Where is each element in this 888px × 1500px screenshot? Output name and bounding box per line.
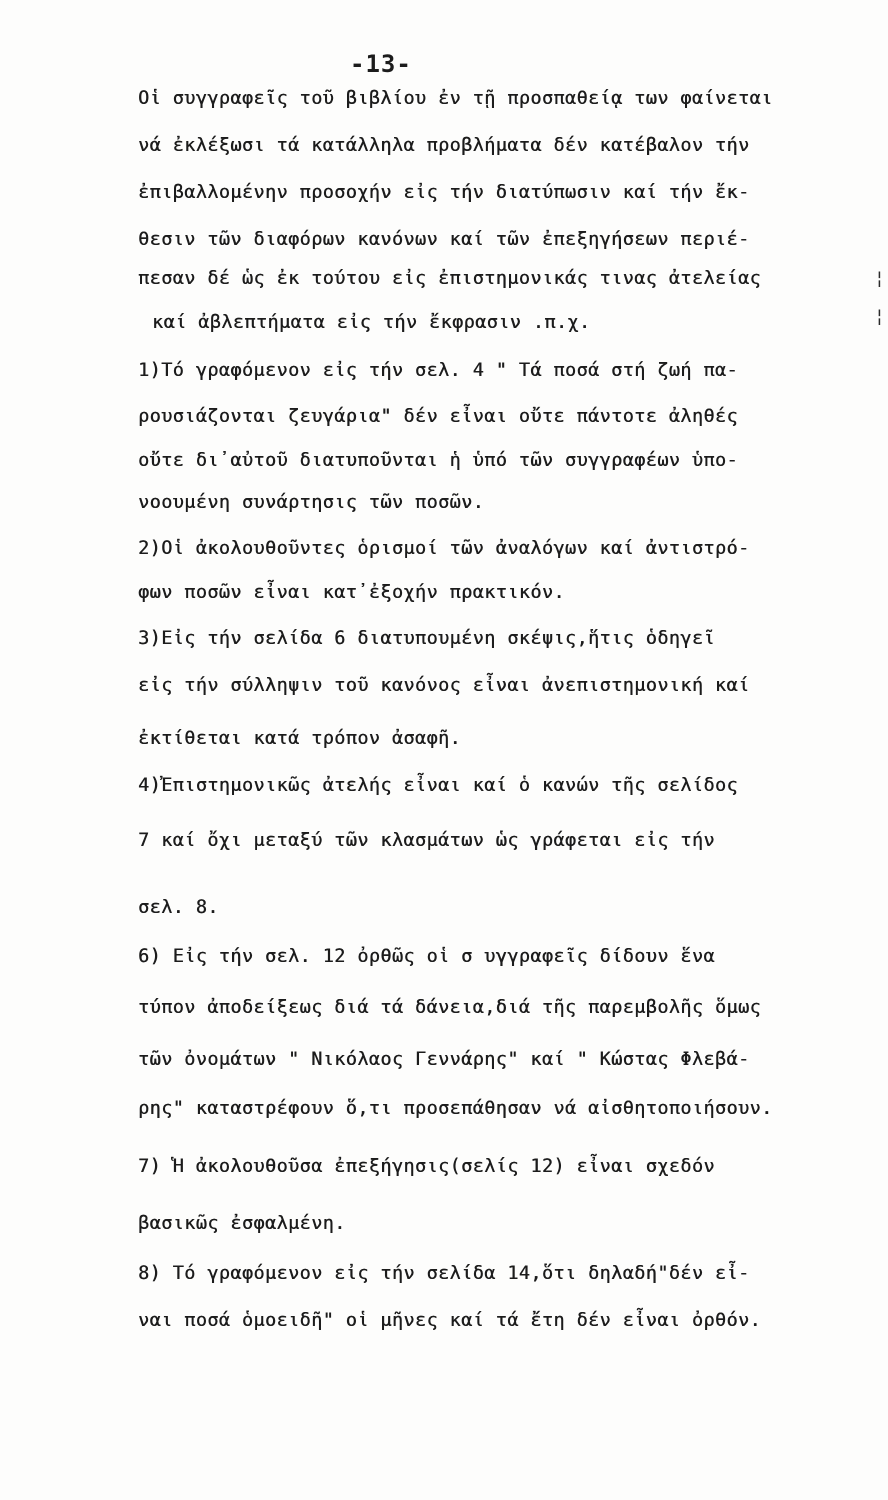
text-line: τύπον ἀποδείξεως διά τά δάνεια,διά τῆς παρεμβολῆς ὅμως (138, 997, 762, 1018)
item-7-line: 7) Ἡ ἀκολουθοῦσα ἐπεξήγησις(σελίς 12) εἶναι σχεδόν (138, 1156, 715, 1177)
item-3-line: 3)Εἰς τήν σελίδα 6 διατυπουμένη σκέψις,ἥτις ὁδηγεῖ (138, 628, 715, 649)
text-line: σελ. 8. (138, 897, 219, 918)
margin-mark: ¦ (874, 268, 885, 289)
text-line: πεσαν δέ ὡς ἐκ τούτου εἰς ἐπιστημονικάς τινας ἀτελείας (138, 268, 762, 289)
text-line: 7 καί ὄχι μεταξύ τῶν κλασμάτων ὡς γράφεται εἰς τήν (138, 830, 715, 851)
page-number: -13- (350, 50, 412, 78)
text-line: νοουμένη συνάρτησις τῶν ποσῶν. (138, 492, 485, 513)
text-line: θεσιν τῶν διαφόρων κανόνων καί τῶν ἐπεξηγήσεων περιέ- (138, 229, 750, 250)
item-1-line: 1)Τό γραφόμενον εἰς τήν σελ. 4 " Τά ποσά στή ζωή πα- (138, 360, 738, 381)
text-line: ρης" καταστρέφουν ὅ,τι προσεπάθησαν νά αἰσθητοποιήσουν. (138, 1098, 773, 1119)
text-line: ρουσιάζονται ζευγάρια" δέν εἶναι οὔτε πάντοτε ἀληθές (138, 406, 738, 427)
text-line: νά ἐκλέξωσι τά κατάλληλα προβλήματα δέν κατέβαλον τήν (138, 135, 750, 156)
margin-mark: ¦ (874, 306, 885, 327)
text-line: Οἱ συγγραφεῖς τοῦ βιβλίου ἐν τῇ προσπαθείᾳ των φαίνεται (138, 88, 773, 109)
text-line: ναι ποσά ὁμοειδῆ" οἱ μῆνες καί τά ἔτη δέν εἶναι ὀρθόν. (138, 1310, 762, 1331)
item-6-line: 6) Εἰς τήν σελ. 12 ὀρθῶς οἱ σ υγγραφεῖς δίδουν ἕνα (138, 946, 715, 967)
text-line: οὔτε δι᾽αὐτοῦ διατυποῦνται ἡ ὑπό τῶν συγγραφέων ὑπο- (138, 450, 738, 471)
text-line: τῶν ὀνομάτων " Νικόλαος Γεννάρης" καί " Κώστας Φλεβά- (138, 1049, 750, 1070)
item-8-line: 8) Τό γραφόμενον εἰς τήν σελίδα 14,ὅτι δηλαδή"δέν εἶ- (138, 1263, 750, 1284)
text-line: ἐκτίθεται κατά τρόπον ἀσαφῆ. (138, 728, 462, 749)
text-line: φων ποσῶν εἶναι κατ᾽ἐξοχήν πρακτικόν. (138, 582, 565, 603)
text-line: ἐπιβαλλομένην προσοχήν εἰς τήν διατύπωσιν καί τήν ἔκ- (138, 182, 750, 203)
text-line: εἰς τήν σύλληψιν τοῦ κανόνος εἶναι ἀνεπιστημονική καί (138, 675, 750, 696)
text-line: καί ἀβλεπτήματα εἰς τήν ἔκφρασιν .π.χ. (152, 312, 591, 333)
item-2-line: 2)Οἱ ἀκολουθοῦντες ὁρισμοί τῶν ἀναλόγων καί ἀντιστρό- (138, 538, 750, 559)
text-line: βασικῶς ἐσφαλμένη. (138, 1213, 346, 1234)
item-4-line: 4)Ἐπιστημονικῶς ἀτελής εἶναι καί ὁ κανών τῆς σελίδος (138, 775, 738, 796)
